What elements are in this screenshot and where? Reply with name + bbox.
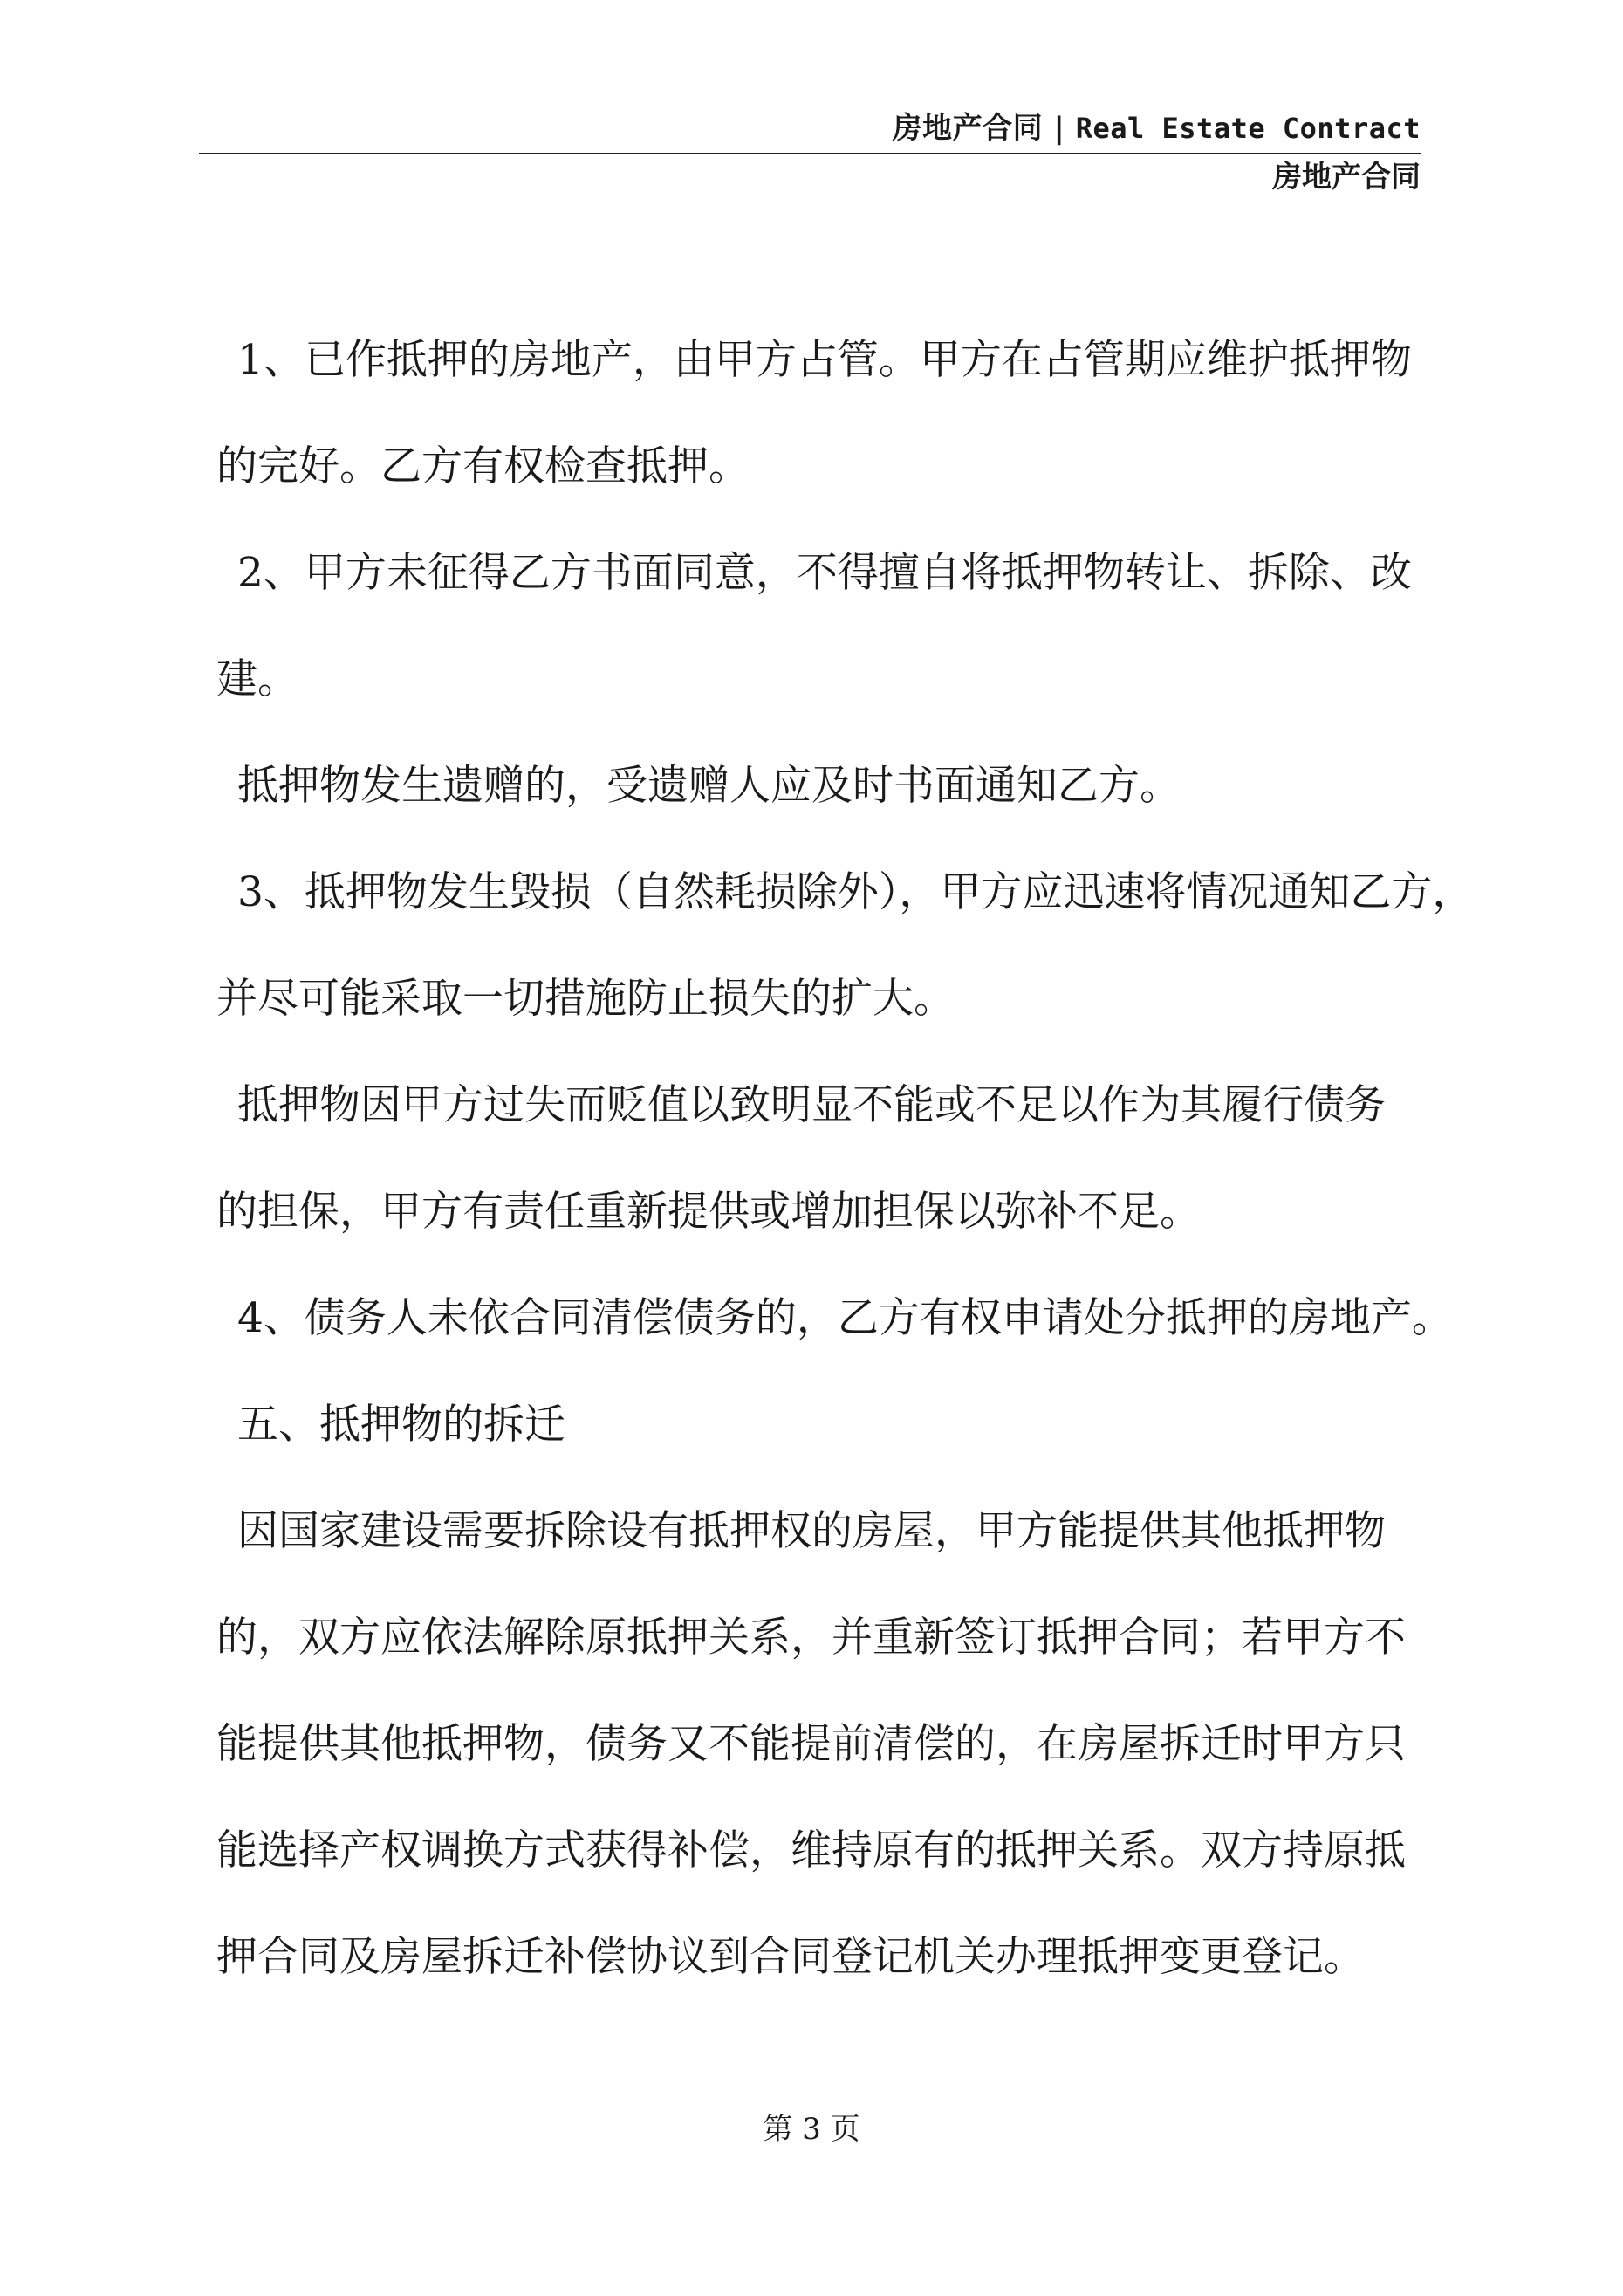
- header-divider: [199, 153, 1421, 154]
- text-line: 3、抵押物发生毁损（自然耗损除外），甲方应迅速将情况通知乙方，: [237, 868, 1474, 916]
- header-subtitle: 房地产合同: [1272, 160, 1421, 195]
- section-heading: 五、抵押物的拆迁: [237, 1401, 565, 1449]
- header-title-line: [199, 109, 1421, 147]
- document-body: [216, 307, 1474, 2011]
- header-title-cn: 房地产合同: [892, 111, 1044, 146]
- text-line: 的，双方应依法解除原抵押关系，并重新签订抵押合同；若甲方不: [216, 1614, 1406, 1662]
- text-line: 能选择产权调换方式获得补偿，维持原有的抵押关系。双方持原抵: [216, 1827, 1406, 1874]
- text-line: 4、债务人未依合同清偿债务的，乙方有权申请处分抵押的房地产。: [237, 1294, 1453, 1342]
- text-line: 抵押物因甲方过失而贬值以致明显不能或不足以作为其履行债务: [237, 1081, 1386, 1129]
- header-title-en: Real Estate Contract: [1075, 112, 1421, 145]
- text-line: 2、甲方未征得乙方书面同意，不得擅自将抵押物转让、拆除、改: [237, 549, 1412, 597]
- text-line: 的担保，甲方有责任重新提供或增加担保以弥补不足。: [216, 1188, 1201, 1236]
- text-line: 并尽可能采取一切措施防止损失的扩大。: [216, 975, 955, 1023]
- page-header: [199, 109, 1421, 196]
- text-line: 押合同及房屋拆迁补偿协议到合同登记机关办理抵押变更登记。: [216, 1933, 1365, 1981]
- text-line: 1、已作抵押的房地产，由甲方占管。甲方在占管期应维护抵押物: [237, 336, 1412, 384]
- header-separator: |: [1053, 111, 1065, 146]
- text-line: 能提供其他抵押物，债务又不能提前清偿的，在房屋拆迁时甲方只: [216, 1720, 1406, 1768]
- text-line: 的完好。乙方有权检查抵押。: [216, 442, 750, 490]
- text-line: 抵押物发生遗赠的，受遗赠人应及时书面通知乙方。: [237, 762, 1181, 810]
- text-line: 因国家建设需要拆除设有抵押权的房屋，甲方能提供其他抵押物: [237, 1507, 1386, 1555]
- text-line: 建。: [216, 655, 298, 703]
- page-number: 第 3 页: [763, 2112, 860, 2147]
